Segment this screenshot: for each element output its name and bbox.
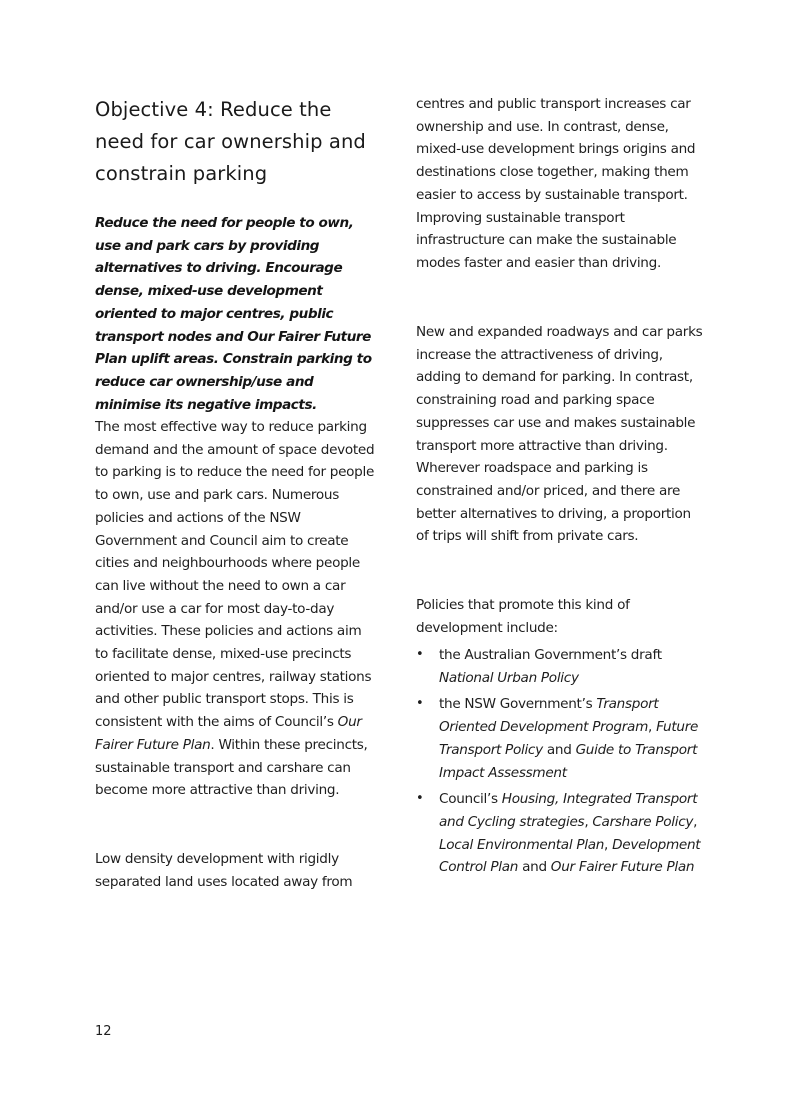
policy-list: [416, 644, 706, 883]
list-text: ,: [604, 836, 613, 853]
bullet-icon: •: [416, 791, 424, 807]
paragraph-text: . Within these precincts, sustainable transport and carshare can become more attractive than driving.: [95, 736, 368, 799]
list-text: and: [518, 859, 551, 876]
lead-statement: Reduce the need for people to own, use and park cars by providing alternatives to driving. Encourage dense, mixed-use development oriented to major centres, public transport nodes and Our Fairer Future Plan uplift areas. Constrain parking to reduce car ownership/use and minimise its negative impacts.: [95, 215, 372, 413]
list-text: the NSW Government’s: [439, 696, 597, 713]
list-emphasis: Local Environmental Plan: [439, 836, 605, 853]
paragraph-effective-way: [95, 416, 377, 802]
list-emphasis: Housing, Integrated Transport and Cycling strategies: [439, 791, 698, 830]
list-emphasis: Our Fairer Future Plan: [550, 859, 695, 876]
list-item: [416, 644, 706, 689]
bullet-icon: •: [416, 696, 424, 712]
paragraph-low-density: Low density development with rigidly separated land uses located away from: [95, 851, 353, 890]
paragraph-policies-intro: Policies that promote this kind of development include:: [416, 597, 630, 636]
list-text: ,: [584, 813, 593, 830]
plan-reference: Our Fairer Future Plan: [95, 714, 362, 753]
list-item: [416, 788, 706, 879]
list-text: the Australian Government’s draft: [439, 647, 662, 663]
list-emphasis: Guide to Transport Impact Assessment: [439, 741, 698, 781]
list-emphasis: Development Control Plan: [439, 836, 701, 876]
list-text: ,: [693, 813, 698, 830]
list-emphasis: Carshare Policy: [592, 813, 694, 830]
list-text: ,: [648, 719, 657, 736]
list-emphasis: Future Transport Policy: [439, 719, 699, 758]
paragraph-text: The most effective way to reduce parking demand and the amount of space devoted to parking is to reduce the need for people to own, use and park cars. Numerous policies and actions of the NSW Government and Council aim to create cities and neighbourhoods where people can live without the need to own a car and/or use a car for most day-to-day activities. These policies and actions aim to facilitate dense, mixed-use precincts oriented to major centres, railway stations and other public transport stops. This is consistent with the aims of Council’s: [95, 419, 375, 731]
paragraph-centres: centres and public transport increases car ownership and use. In contrast, dense, mixed-use development brings origins and destinations close together, making them easier to access by sustainable transport. Improving sustainable transport infrastructure can make the sustainable modes faster and easier than driving.: [416, 96, 696, 271]
paragraph-roadways: New and expanded roadways and car parks increase the attractiveness of driving, adding to demand for parking. In contrast, constraining road and parking space suppresses car use and makes sustainable transport more attractive than driving. Wherever roadspace and parking is constrained and/or priced, and there are better alternatives to driving, a proportion of trips will shift from private cars.: [416, 324, 703, 545]
list-item: [416, 693, 706, 784]
list-text: and: [542, 741, 576, 758]
bullet-icon: •: [416, 647, 424, 662]
list-emphasis: Transport Oriented Development Program: [439, 696, 659, 736]
section-heading: Objective 4: Reduce the need for car ownership and constrain parking: [95, 98, 366, 185]
page-number: 12: [95, 1024, 112, 1039]
list-text: Council’s: [439, 791, 502, 808]
list-emphasis: National Urban Policy: [439, 669, 579, 686]
